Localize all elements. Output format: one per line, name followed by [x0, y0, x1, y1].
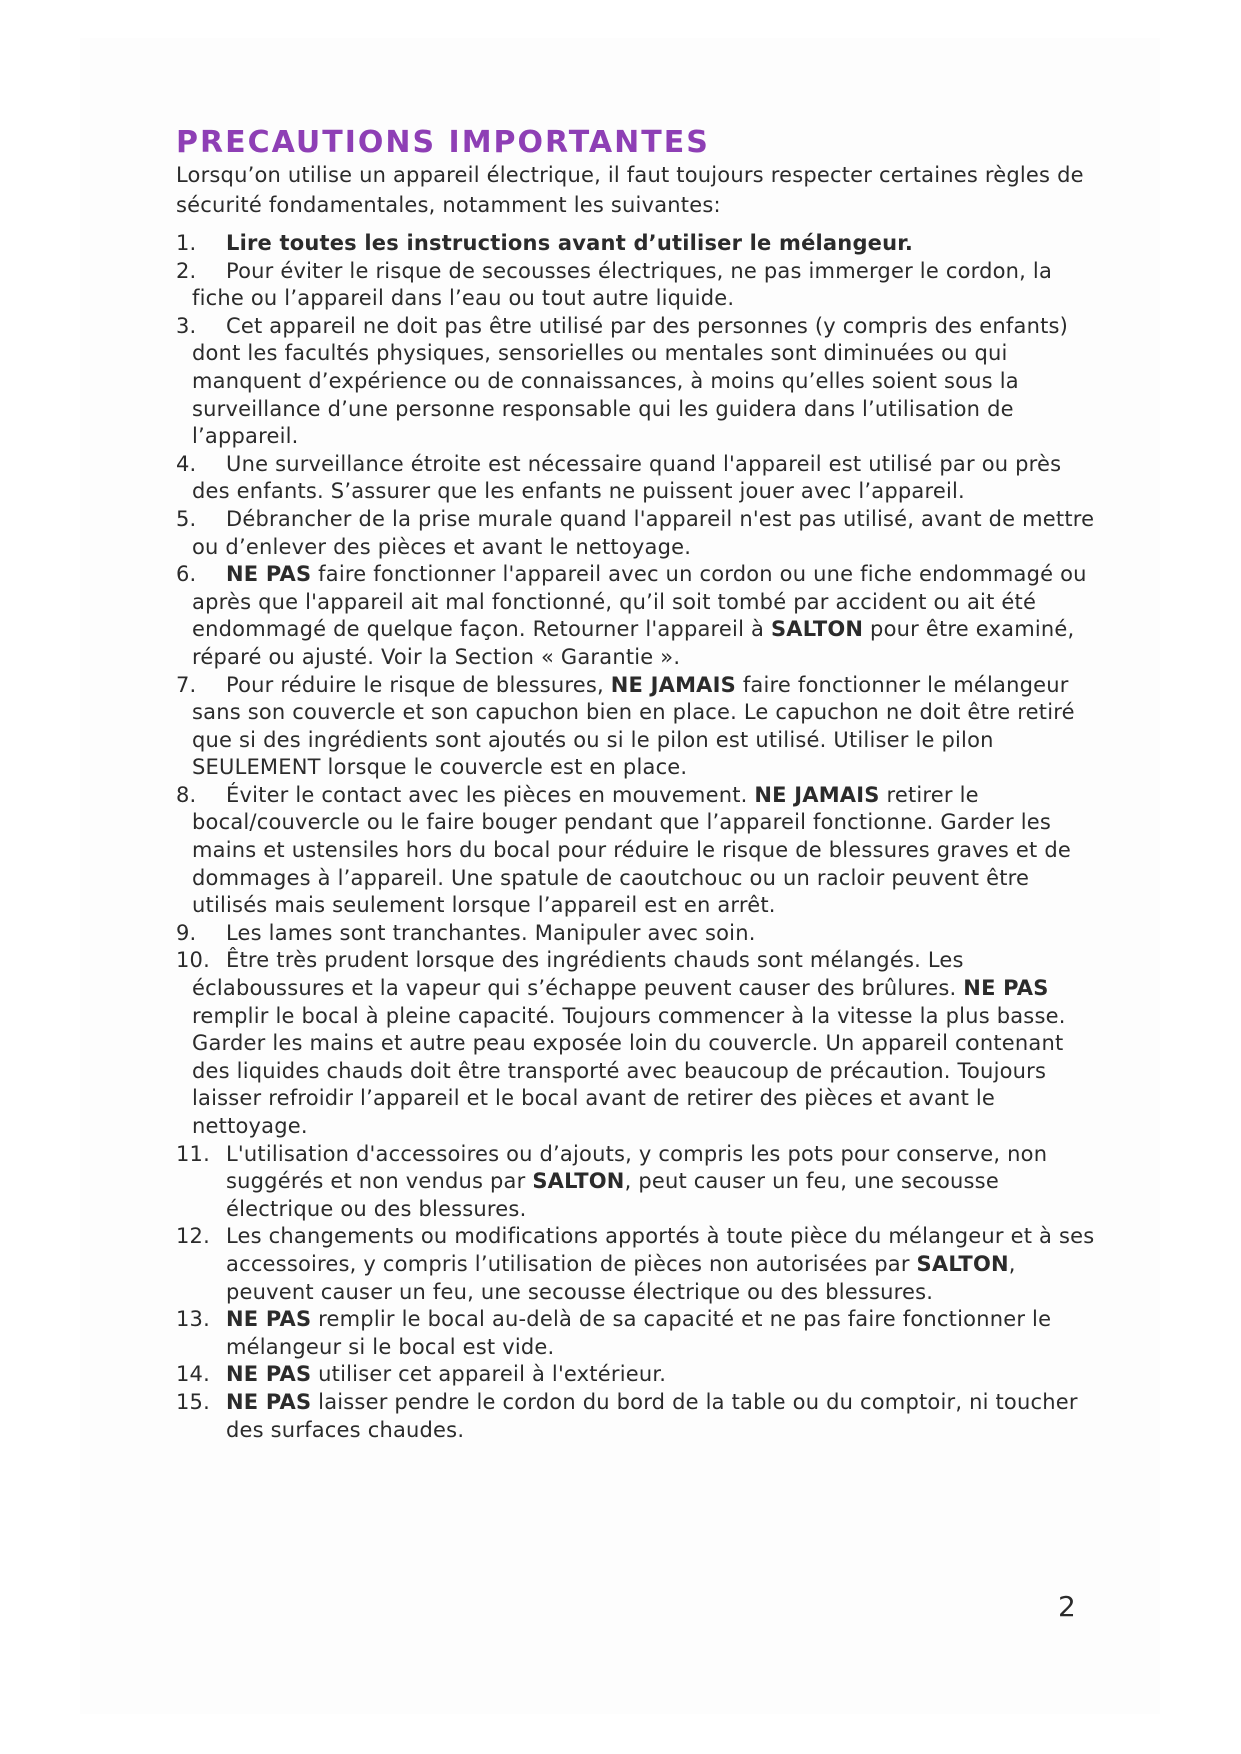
precaution-item: [176, 782, 1096, 920]
precaution-text: Les changements ou modifications apportés à toute pièce du mélangeur et à ses accessoires, y compris l’utilisation de pièces non autorisées par SALTON, peuvent causer un feu, une secousse électrique ou des blessures.: [226, 1224, 1095, 1304]
precaution-item: [176, 506, 1096, 561]
page-title: PRECAUTIONS IMPORTANTES: [176, 125, 710, 160]
precaution-number: 12.: [176, 1224, 210, 1249]
precaution-item: [176, 1361, 1096, 1389]
precaution-number: 10.: [176, 948, 210, 973]
precaution-text: Cet appareil ne doit pas être utilisé par des personnes (y compris des enfants) dont les facultés physiques, sensorielles ou mentales sont diminuées ou qui manquent d’expérience ou de connaissances, à moins qu’elles soient sous la surveillance d’une personne responsable qui les guidera dans l’utilisation de l’appareil.: [192, 313, 1069, 449]
intro-paragraph: Lorsqu’on utilise un appareil électrique, il faut toujours respecter certaines règles de sécurité fondamentales, notamment les suivantes:: [176, 163, 1084, 217]
precaution-number: 3.: [176, 313, 197, 338]
precaution-item: [176, 947, 1096, 1140]
precaution-text: Pour éviter le risque de secousses électriques, ne pas immerger le cordon, la fiche ou l’appareil dans l’eau ou tout autre liquide.: [192, 258, 1053, 311]
precaution-text: Lire toutes les instructions avant d’utiliser le mélangeur.: [226, 231, 914, 255]
precaution-number: 7.: [176, 672, 197, 697]
precaution-item: [176, 920, 1096, 948]
precaution-text: NE PAS utiliser cet appareil à l'extérieur.: [226, 1362, 667, 1387]
precaution-number: 15.: [176, 1389, 210, 1414]
precaution-number: 11.: [176, 1141, 210, 1166]
precaution-number: 9.: [176, 920, 197, 945]
precaution-text: NE PAS faire fonctionner l'appareil avec un cordon ou une fiche endommagé ou après que l'appareil ait mal fonctionné, qu’il soit tombé par accident ou ait été endommagé de quelque façon. Retourner l'appareil à SALTON pour être examiné, réparé ou ajusté. Voir la Section « Garantie ».: [192, 562, 1087, 669]
precaution-item: [176, 561, 1096, 671]
precaution-text: NE PAS laisser pendre le cordon du bord de la table ou du comptoir, ni toucher des surfaces chaudes.: [226, 1389, 1078, 1442]
page-number: 2: [1058, 1590, 1076, 1623]
precaution-item: [176, 1306, 1096, 1361]
precaution-text: Les lames sont tranchantes. Manipuler avec soin.: [226, 920, 756, 945]
precaution-item: [176, 313, 1096, 451]
precaution-item: [176, 1223, 1096, 1306]
precaution-text: Éviter le contact avec les pièces en mouvement. NE JAMAIS retirer le bocal/couvercle ou le faire bouger pendant que l’appareil fonctionne. Garder les mains et ustensiles hors du bocal pour réduire le risque de blessures graves et de dommages à l’appareil. Une spatule de caoutchouc ou un racloir peuvent être utilisés mais seulement lorsque l’appareil est en arrêt.: [192, 782, 1071, 918]
precaution-item: [176, 672, 1096, 782]
precaution-number: 4.: [176, 451, 197, 476]
precaution-item: [176, 258, 1096, 313]
precaution-number: 1.: [176, 231, 197, 255]
precaution-text: Débrancher de la prise murale quand l'appareil n'est pas utilisé, avant de mettre ou d’enlever des pièces et avant le nettoyage.: [192, 506, 1095, 559]
precaution-item: [176, 1389, 1096, 1444]
precaution-item: [176, 451, 1096, 506]
precautions-list: [176, 230, 1096, 1444]
precaution-number: 2.: [176, 258, 197, 283]
precaution-text: Pour réduire le risque de blessures, NE JAMAIS faire fonctionner le mélangeur sans son couvercle et son capuchon bien en place. Le capuchon ne doit être retiré que si des ingrédients sont ajoutés ou si le pilon est utilisé. Utiliser le pilon SEULEMENT lorsque le couvercle est en place.: [192, 672, 1075, 780]
precaution-text: Une surveillance étroite est nécessaire quand l'appareil est utilisé par ou près des enfants. S’assurer que les enfants ne puissent jouer avec l’appareil.: [192, 451, 1062, 504]
precaution-number: 5.: [176, 506, 197, 531]
precaution-text: Être très prudent lorsque des ingrédients chauds sont mélangés. Les éclaboussures et la vapeur qui s’échappe peuvent causer des brûlures. NE PAS remplir le bocal à pleine capacité. Toujours commencer à la vitesse la plus basse. Garder les mains et autre peau exposée loin du couvercle. Un appareil contenant des liquides chauds doit être transporté avec beaucoup de précaution. Toujours laisser refroidir l’appareil et le bocal avant de retirer des pièces et avant le nettoyage.: [192, 948, 1066, 1138]
precaution-number: 8.: [176, 782, 197, 807]
precaution-item: [176, 1141, 1096, 1224]
precaution-number: 13.: [176, 1307, 210, 1332]
document-content: [176, 126, 1096, 1444]
precaution-number: 14.: [176, 1362, 210, 1387]
precaution-item: [176, 230, 1096, 258]
precaution-text: L'utilisation d'accessoires ou d’ajouts, y compris les pots pour conserve, non suggérés et non vendus par SALTON, peut causer un feu, une secousse électrique ou des blessures.: [226, 1141, 1048, 1221]
precaution-number: 6.: [176, 562, 197, 587]
precaution-text: NE PAS remplir le bocal au-delà de sa capacité et ne pas faire fonctionner le mélangeur si le bocal est vide.: [226, 1307, 1052, 1359]
